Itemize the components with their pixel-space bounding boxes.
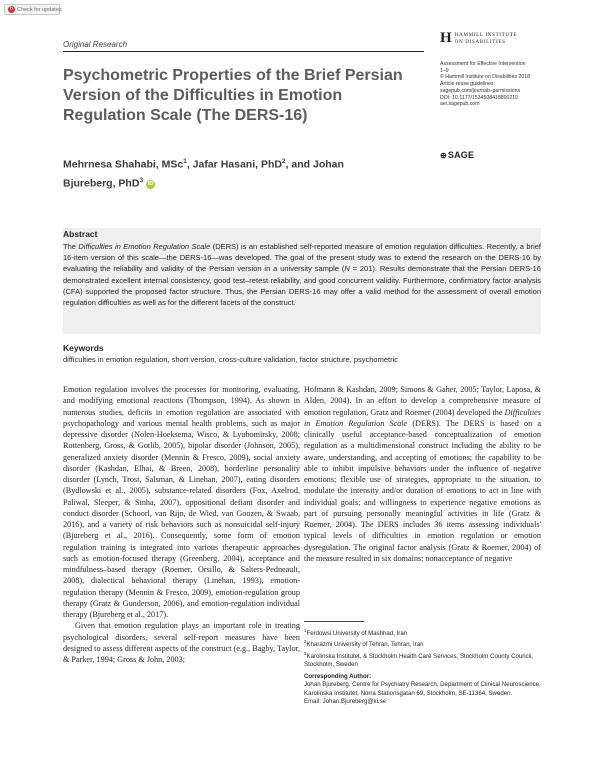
- update-icon: ↻: [9, 6, 14, 12]
- affiliation: $^1$Ferdowsi University of Mashhad, Iran: [304, 628, 408, 638]
- reuse-guidelines: Article reuse guidelines:: [440, 81, 496, 88]
- copyright: © Hammill Institute on Disabilities 2018: [440, 74, 531, 81]
- footnote-rule: [304, 621, 364, 622]
- author-affiliation-mark: 2: [281, 158, 286, 165]
- sage-mark-icon: ⊕: [440, 150, 447, 160]
- sage-logo: [440, 150, 474, 160]
- body-paragraph: Given that emotion regulation plays an important role in treating psychological disorders, several self-report measures have been designed to assess different aspects of the construct (e.g., Bagby, Taylor, & Parker, 1994; Gross & John, 2003;: [63, 621, 300, 664]
- publication-meta: [440, 61, 590, 108]
- page-range: 1–9: [440, 67, 449, 74]
- doi-link[interactable]: DOI: 10.1177/1534508418800210: [440, 94, 519, 101]
- reuse-url-link[interactable]: sagepub.com/journals-permissions: [440, 87, 521, 94]
- footnotes: [304, 627, 541, 706]
- author-name: Bjureberg, PhD: [63, 177, 140, 189]
- publisher-name-line2: ON DISABILITIES: [454, 38, 506, 45]
- header-rule: [63, 51, 424, 52]
- sage-label: SAGE: [447, 150, 475, 160]
- abstract-text: The Difficulties in Emotion Regulation Scale (DERS) is an established self-reported measure of emotion regulation difficulties. Recently, a brief 16-item version of this scale—the DERS-16—was developed. The goal of the present study was to extend the research on the DERS-16 by evaluating the reliability and validity of the Persian version in a university sample (N = 201). Results demonstrate that the Persian DERS-16 demonstrated excellent internal consistency, good test–retest reliability, and good concurrent validity. Furthermore, confirmatory factor analysis (CFA) supported the proposed factor structure. Thus, the Persian DERS-16 may offer a valid method for the assessment of overall emotion regulation difficulties as well as for the different facets of the construct.: [63, 242, 542, 308]
- author-list: Mehrnesa Shahabi, MSc$^1$, Jafar Hasani, PhD$^2$, and Johan Bjureberg, PhD$^3$ iD: [63, 158, 344, 189]
- body-paragraph: Hofmann & Kashdan, 2009; Simons & Gaher, 2005; Taylor, Laposa, & Alden, 2004). In an effort to develop a comprehensive measure of emotion regulation, Gratz and Roemer (2004) developed the Difficulties in Emotion Regulation Scale (DERS). The DERS is based on a clinically useful acceptance-based conceptualization of emotion regulation as a multidimensional construct including the ability to be aware, understanding, and accepting of emotions; the capability to be able to inhibit impulsive behaviors under the influence of negative emotions; flexible use of strategies, appropriate to the situation, to modulate the intensity and/or duration of emotions to act in line with individual goals; and willingness to experience negative emotions as part of pursuing personally meaningful activities in life (Gratz & Roemer, 2004). The DERS includes 36 items assessing individuals' typical levels of difficulties in emotion regulation or emotion dysregulation. The original factor analysis (Gratz & Roemer, 2004) of the measure resulted in six domains: nonacceptance of negative: [304, 385, 541, 563]
- author-name: Mehrnesa Shahabi, MSc: [63, 158, 184, 171]
- check-for-updates-badge[interactable]: [4, 4, 60, 15]
- corresponding-author-email[interactable]: Email: Johan.Bjureberg@ki.se: [304, 697, 387, 705]
- body-paragraph: Emotion regulation involves the processes for monitoring, evaluating, and modifying emotional reactions (Thompson, 1994). As shown in numerous studies, deficits in emotion regulation are associated with psychopathology and various mental health problems, such as major depressive disorder (Nolen-Hoeksema, Wisco, & Lyubomirsky, 2008; Rottenberg, Gross, & Gotlib, 2005), bipolar disorder (Johnson, 2005), generalized anxiety disorder (Mennin & Fresco, 2009), social anxiety disorder (Kashdan, Elhai, & Breen, 2008), borderline personality disorder (Lynch, Trost, Salsman, & Linehan, 2007), eating disorders (Bydlowski et al., 2005), substance-related disorders (Fox, Axelrod, Paliwal, Sleeper, & Sinha, 2007), oppositional defiant disorder and conduct disorder (Schoorl, van Rijn, de Wied, van Goozen, & Swaab, 2016), and a variety of risk behaviors such as nonsuicidal self-injury (Bjureberg et al., 2016). Consequently, some form of emotion regulation training is integrated into various therapeutic approaches such as emotion-focused therapy (Greenberg, 2004), acceptance and mindfulness–based therapy (Roemer, Orsillo, & Salters-Pedneault, 2008), dialectical behavioral therapy (Linehan, 1993), emotion-regulation therapy (Mennin & Fresco, 2009), emotion-regulation group therapy (Gratz & Gunderson, 2006), and emotion-regulation individual therapy (Bjureberg et al., 2017).: [63, 385, 300, 619]
- hammill-logo-icon: H: [440, 30, 452, 46]
- author-affiliation-mark: 3: [139, 176, 144, 184]
- section-label: Original Research: [63, 40, 128, 49]
- corresponding-author-details: Johan Bjureberg, Centre for Psychiatry Research, Department of Clinical Neuroscience, Karolinska Institutet, Norra Stationsgatan 69, Stockholm, SE-11364, Sweden.: [304, 681, 541, 697]
- badge-label: Check for updates: [17, 6, 62, 13]
- publisher-logo: [440, 32, 517, 45]
- article-title: Psychometric Properties of the Brief Persian Version of the Difficulties in Emotion Regulation Scale (The DERS-16): [63, 67, 403, 124]
- author-name: Jafar Hasani, PhD: [192, 158, 282, 171]
- journal-name: Assessment for Effective Intervention: [440, 61, 526, 67]
- keywords-text: difficulties in emotion regulation, short version, cross-culture validation, factor structure, psychometric: [63, 355, 399, 364]
- publisher-name-line1: HAMMILL INSTITUTE: [454, 32, 518, 38]
- journal-site-link[interactable]: aei.sagepub.com: [440, 101, 480, 108]
- affiliation: $^3$Karolinska Institutet, & Stockholm Health Care Services, Stockholm County Council, Stockholm, Sweden: [304, 650, 534, 669]
- scale-name: Difficulties in Emotion Regulation Scale: [78, 242, 211, 251]
- author-affiliation-mark: 1: [183, 158, 187, 165]
- keywords-heading: Keywords: [63, 343, 104, 353]
- corresponding-author-heading: Corresponding Author:: [304, 672, 372, 680]
- orcid-icon[interactable]: iD: [147, 181, 154, 187]
- affiliation: $^2$Kharazmi University of Tehran, Tehran, Iran: [304, 639, 424, 649]
- author-separator: , and Johan: [285, 158, 344, 171]
- abstract-heading: Abstract: [63, 229, 98, 239]
- body-column-right: [304, 384, 541, 564]
- body-column-left: [63, 384, 300, 665]
